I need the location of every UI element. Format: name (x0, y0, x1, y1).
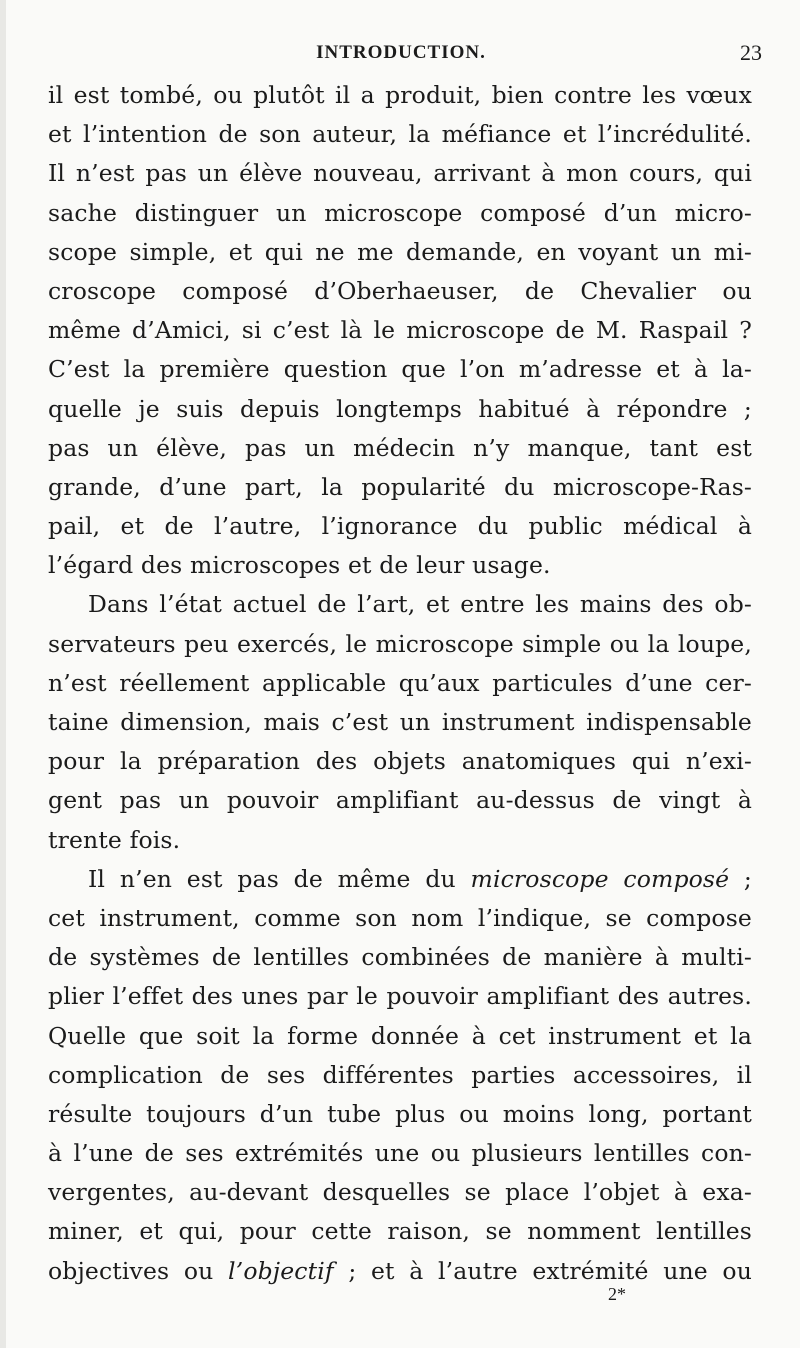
text-segment: ; (729, 864, 752, 893)
text-segment: Il n’en est pas de même du (88, 864, 471, 893)
running-head-title: INTRODUCTION. (316, 42, 486, 63)
text-segment: il est tombé, ou plutôt il a produit, bien contre les vœux (48, 81, 752, 109)
text-line (48, 1173, 752, 1212)
text-line (48, 311, 752, 350)
text-line (48, 742, 752, 781)
text-line (48, 546, 752, 585)
text-line (48, 899, 752, 938)
text-line (48, 664, 752, 703)
text-line (48, 233, 752, 272)
text-segment: cet instrument, comme son nom l’indique, se compose (48, 903, 752, 932)
text-segment: résulte toujours d’un tube plus ou moins long, portant (48, 1099, 752, 1128)
text-segment: ; et à l’autre extrémité une ou (333, 1256, 752, 1285)
page-edge-shadow (0, 0, 6, 1348)
text-line (48, 76, 752, 115)
text-line (48, 507, 752, 546)
text-line (48, 154, 752, 193)
text-line (48, 625, 752, 664)
text-line (48, 585, 752, 624)
text-line (48, 781, 752, 820)
text-segment: sache distinguer un microscope composé d’un micro- (48, 198, 752, 227)
text-line (48, 1212, 752, 1251)
text-segment: Quelle que soit la forme donnée à cet instrument et la (48, 1021, 752, 1050)
text-segment: vergentes, au-devant desquelles se place l’objet à exa- (48, 1178, 752, 1207)
text-segment: à l’une de ses extrémités une ou plusieurs lentilles con- (48, 1139, 752, 1168)
text-segment: C’est la première question que l’on m’adresse et à la- (48, 355, 752, 384)
text-line (48, 860, 752, 899)
text-line (48, 115, 752, 154)
text-line (48, 390, 752, 429)
text-segment: pour la préparation des objets anatomiques qui n’exi- (48, 747, 752, 776)
text-segment: servateurs peu exercés, le microscope simple ou la loupe, (48, 629, 752, 658)
italic-text: microscope composé (470, 864, 730, 893)
text-segment: scope simple, et qui ne me demande, en voyant un mi- (48, 237, 752, 266)
text-segment: croscope composé d’Oberhaeuser, de Chevalier ou (48, 276, 752, 305)
text-segment: gent pas un pouvoir amplifiant au-dessus de vingt à (48, 786, 752, 815)
text-segment: objectives ou (48, 1256, 229, 1285)
italic-text: l’objectif (228, 1256, 334, 1285)
text-segment: Il n’est pas un élève nouveau, arrivant à mon cours, qui (48, 159, 752, 188)
text-segment: n’est réellement applicable qu’aux particules d’une cer- (48, 668, 752, 697)
text-segment: et l’intention de son auteur, la méfiance et l’incrédulité. (48, 120, 752, 149)
text-line (48, 468, 752, 507)
text-segment: miner, et qui, pour cette raison, se nomment lentilles (48, 1217, 752, 1246)
text-line (48, 194, 752, 233)
text-line (48, 1134, 752, 1173)
text-line (48, 272, 752, 311)
page-number: 23 (740, 40, 762, 65)
text-segment: trente fois. (48, 825, 181, 854)
text-line (48, 977, 752, 1016)
text-line (48, 1095, 752, 1134)
text-line (48, 1017, 752, 1056)
text-line (48, 429, 752, 468)
text-segment: de systèmes de lentilles combinées de manière à multi- (48, 943, 752, 972)
text-line (48, 703, 752, 742)
text-segment: plier l’effet des unes par le pouvoir amplifiant des autres. (48, 982, 752, 1011)
text-segment: Dans l’état actuel de l’art, et entre les mains des ob- (88, 590, 752, 619)
running-head (40, 38, 762, 78)
text-segment: pail, et de l’autre, l’ignorance du public médical à (48, 512, 752, 541)
text-line (48, 938, 752, 977)
text-segment: pas un élève, pas un médecin n’y manque, tant est (48, 433, 752, 462)
text-segment: grande, d’une part, la popularité du microscope-Ras- (48, 472, 752, 501)
signature-mark: 2* (608, 1284, 626, 1304)
body-text (48, 76, 752, 1291)
text-segment: l’égard des microscopes et de leur usage. (48, 551, 551, 580)
text-segment: quelle je suis depuis longtemps habitué à répondre ; (48, 394, 752, 423)
text-segment: taine dimension, mais c’est un instrument indispensable (48, 708, 752, 736)
text-line (48, 821, 752, 860)
text-line (48, 1056, 752, 1095)
text-line (48, 350, 752, 389)
text-segment: même d’Amici, si c’est là le microscope de M. Raspail ? (48, 316, 752, 345)
text-segment: complication de ses différentes parties accessoires, il (48, 1060, 752, 1089)
